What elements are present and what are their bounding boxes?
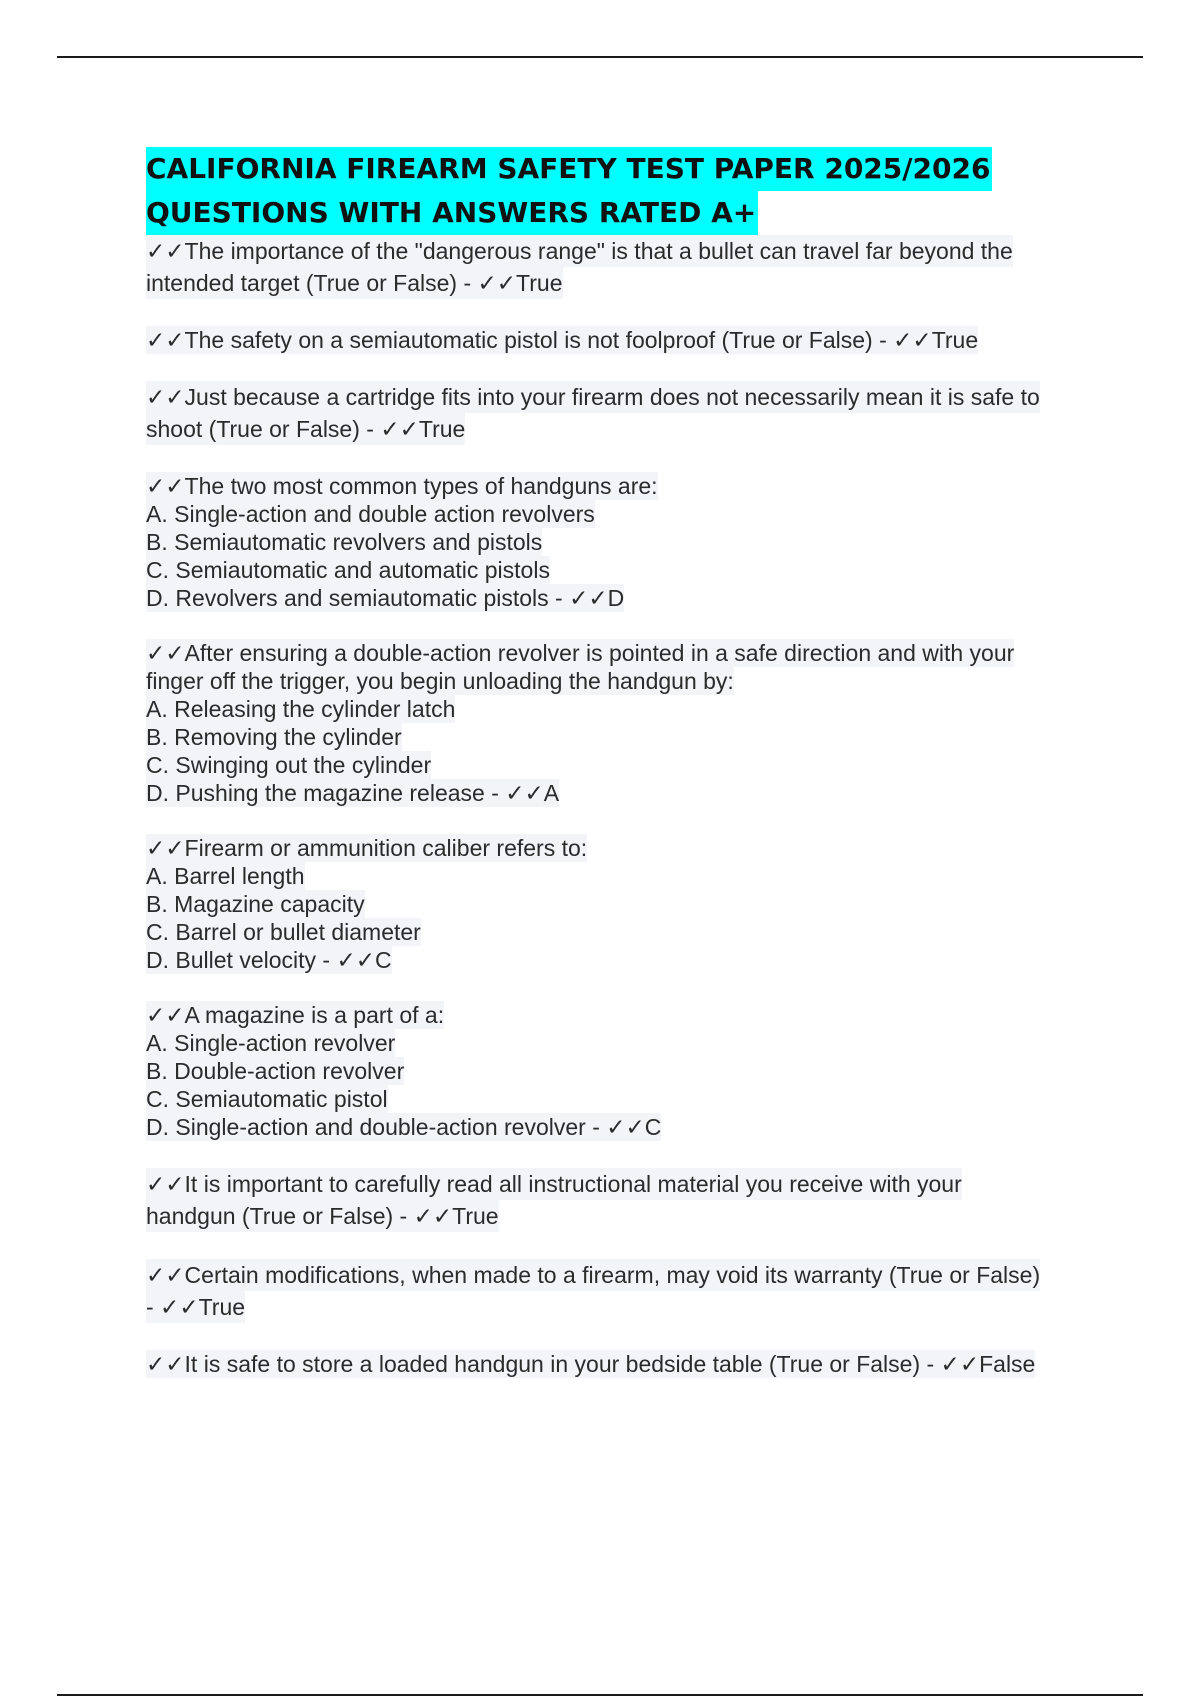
answer-option: B. Semiautomatic revolvers and pistols — [146, 529, 543, 555]
answer-option: D. Revolvers and semiautomatic pistols - ✓✓D — [146, 585, 625, 611]
top-rule — [57, 56, 1143, 58]
question-item — [146, 472, 1096, 612]
question-line: intended target (True or False) - ✓✓True — [146, 267, 563, 299]
question-list — [146, 235, 1096, 1378]
question-item — [146, 1259, 1096, 1323]
question-item — [146, 834, 1096, 974]
question-item — [146, 326, 1096, 354]
answer-option: D. Pushing the magazine release - ✓✓A — [146, 780, 560, 806]
answer-option: A. Releasing the cylinder latch — [146, 696, 456, 722]
answer-option: A. Barrel length — [146, 863, 305, 889]
question-line: ✓✓It is important to carefully read all instructional material you receive with your — [146, 1168, 962, 1200]
question-item — [146, 1350, 1096, 1378]
question-item — [146, 235, 1096, 299]
question-item — [146, 381, 1096, 445]
answer-option: C. Swinging out the cylinder — [146, 752, 432, 778]
question-line: ✓✓The importance of the "dangerous range" is that a bullet can travel far beyond the — [146, 235, 1013, 267]
answer-option: C. Semiautomatic and automatic pistols — [146, 557, 550, 583]
question-line: handgun (True or False) - ✓✓True — [146, 1200, 499, 1232]
question-item — [146, 639, 1096, 807]
answer-option: C. Semiautomatic pistol — [146, 1086, 388, 1112]
answer-option: D. Bullet velocity - ✓✓C — [146, 947, 392, 973]
question-line: ✓✓Firearm or ammunition caliber refers to: — [146, 835, 588, 861]
question-line: ✓✓Just because a cartridge fits into your firearm does not necessarily mean it is safe to — [146, 381, 1040, 413]
question-line: ✓✓After ensuring a double-action revolver is pointed in a safe direction and with your — [146, 640, 1015, 666]
question-line: - ✓✓True — [146, 1291, 245, 1323]
question-line: ✓✓The safety on a semiautomatic pistol is not foolproof (True or False) - ✓✓True — [146, 327, 979, 353]
page-content — [146, 147, 1096, 1405]
question-line: finger off the trigger, you begin unloading the handgun by: — [146, 668, 734, 694]
title-line: QUESTIONS WITH ANSWERS RATED A+ — [146, 191, 758, 235]
question-line: ✓✓The two most common types of handguns are: — [146, 473, 658, 499]
question-line: ✓✓It is safe to store a loaded handgun in your bedside table (True or False) - ✓✓False — [146, 1351, 1036, 1377]
answer-option: A. Single-action revolver — [146, 1030, 396, 1056]
question-line: ✓✓A magazine is a part of a: — [146, 1002, 445, 1028]
document-title — [146, 147, 1096, 235]
title-line: CALIFORNIA FIREARM SAFETY TEST PAPER 2025/2026 — [146, 147, 992, 191]
question-item — [146, 1001, 1096, 1141]
answer-option: B. Magazine capacity — [146, 891, 365, 917]
answer-option: B. Removing the cylinder — [146, 724, 402, 750]
question-line: shoot (True or False) - ✓✓True — [146, 413, 465, 445]
answer-option: C. Barrel or bullet diameter — [146, 919, 421, 945]
answer-option: D. Single-action and double-action revolver - ✓✓C — [146, 1114, 662, 1140]
answer-option: B. Double-action revolver — [146, 1058, 405, 1084]
question-line: ✓✓Certain modifications, when made to a firearm, may void its warranty (True or False) — [146, 1259, 1040, 1291]
bottom-rule — [57, 1694, 1143, 1696]
answer-option: A. Single-action and double action revolvers — [146, 501, 595, 527]
question-item — [146, 1168, 1096, 1232]
